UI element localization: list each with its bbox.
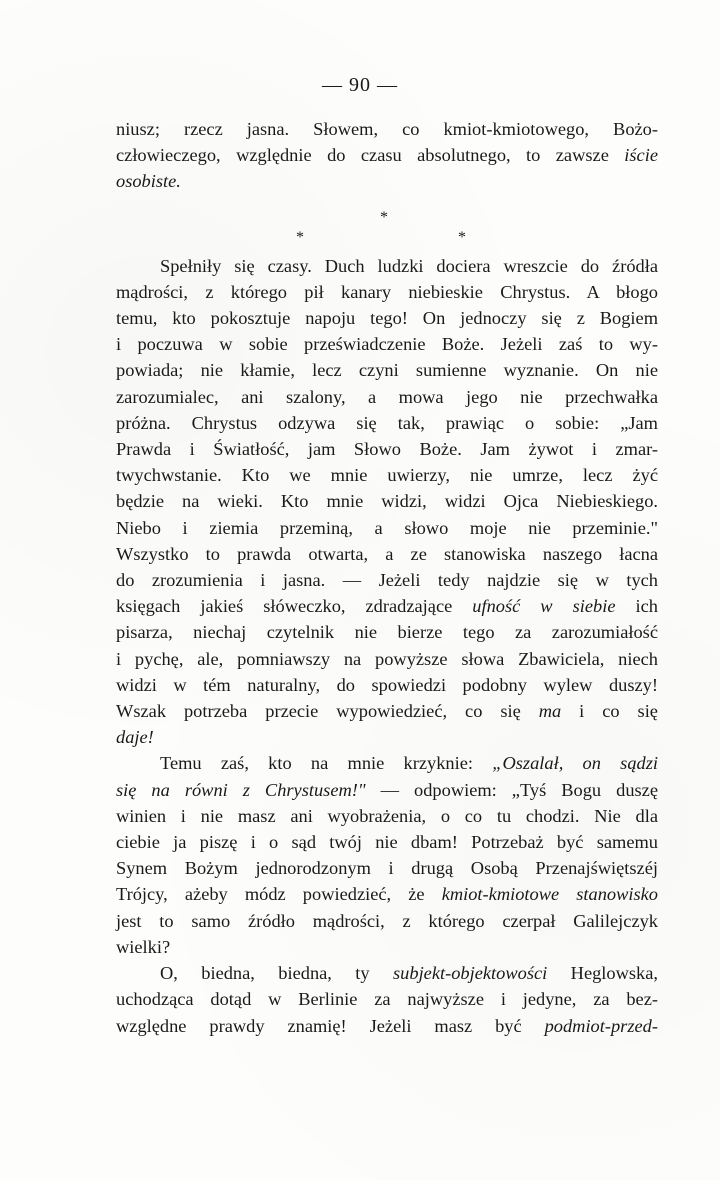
body-text: [116, 116, 658, 1039]
text-line: ciebie ja piszę i o sąd twój nie dbam! Potrzebaż być samemu: [116, 832, 658, 853]
asterisk: *: [380, 208, 388, 226]
text-line: Temu zaś, kto na mnie krzyknie: „Oszalał, on sądzi: [160, 753, 658, 774]
text-line: uchodząca dotąd w Berlinie za najwyższe i jedyne, za bez-: [116, 989, 658, 1010]
text-line: jest to samo źródło mądrości, z którego czerpał Galilejczyk: [116, 910, 658, 931]
text-line: temu, kto pokosztuje napoju tego! On jednoczy się z Bogiem: [116, 308, 658, 329]
text-line: osobiste.: [116, 171, 181, 192]
section-separator: [116, 195, 658, 253]
text-line: winien i nie masz ani wyobrażenia, o co tu chodzi. Nie dla: [116, 805, 658, 826]
page-number: — 90 —: [322, 74, 398, 96]
text-line: będzie na wieki. Kto mnie widzi, widzi Ojca Niebieskiego.: [116, 491, 658, 512]
text-line: do zrozumienia i jasna. — Jeżeli tedy najdzie się w tych: [116, 570, 658, 591]
text-line: księgach jakieś słóweczko, zdradzające ufność w siebie ich: [116, 596, 658, 617]
text-line: O, biedna, biedna, ty subjekt-objektowości Heglowska,: [160, 963, 659, 984]
text-line: twychwstanie. Kto we mnie uwierzy, nie umrze, lecz żyć: [116, 465, 658, 486]
text-line: powiada; nie kłamie, lecz czyni sumienne wyznanie. On nie: [116, 360, 658, 381]
asterisk: *: [458, 228, 466, 246]
text-line: Prawda i Światłość, jam Słowo Boże. Jam żywot i zmar-: [116, 439, 658, 460]
text-line: daje!: [116, 727, 154, 748]
text-line: względne prawdy znamię! Jeżeli masz być podmiot-przed-: [116, 1015, 658, 1036]
text-line: człowieczego, względnie do czasu absolutnego, to zawsze iście: [116, 145, 658, 166]
paragraph-3: [116, 750, 658, 960]
text-line: Wszystko to prawda otwarta, a ze stanowiska naszego łacna: [116, 543, 658, 564]
text-line: Wszak potrzeba przecie wypowiedzieć, co się ma i co się: [116, 701, 658, 722]
text-line: niusz; rzecz jasna. Słowem, co kmiot-kmiotowego, Bożo-: [116, 119, 658, 139]
text-line: Synem Bożym jednorodzonym i drugą Osobą Przenajświętszéj: [116, 858, 658, 879]
text-line: się na równi z Chrystusem!" — odpowiem: „Tyś Bogu duszę: [116, 779, 658, 800]
text-line: Spełniły się czasy. Duch ludzki dociera wreszcie do źródła: [160, 255, 658, 276]
text-line: zarozumialec, ani szalony, a mowa jego nie przechwałka: [116, 386, 658, 407]
asterisk: *: [296, 228, 304, 246]
text-line: Niebo i ziemia przeminą, a słowo moje nie przeminie.": [116, 517, 658, 538]
text-line: widzi w tém naturalny, do spowiedzi podobny wylew duszy!: [116, 674, 658, 695]
text-line: i pychę, ale, pomniawszy na powyższe słowa Zbawiciela, niech: [116, 648, 658, 669]
text-line: próżna. Chrystus odzywa się tak, prawiąc o sobie: „Jam: [116, 412, 658, 433]
paragraph-2: [116, 253, 658, 751]
text-line: pisarza, niechaj czytelnik nie bierze tego za zarozumiałość: [116, 622, 658, 643]
text-line: wielki?: [116, 936, 171, 957]
paragraph-4: [116, 960, 658, 1039]
paragraph-1: [116, 116, 658, 195]
text-line: mądrości, z którego pił kanary niebieskie Chrystus. A błogo: [116, 281, 658, 302]
text-line: Trójcy, ażeby módz powiedzieć, że kmiot-kmiotowe stanowisko: [116, 884, 658, 905]
text-line: i poczuwa w sobie przeświadczenie Boże. Jeżeli zaś to wy-: [116, 334, 658, 355]
